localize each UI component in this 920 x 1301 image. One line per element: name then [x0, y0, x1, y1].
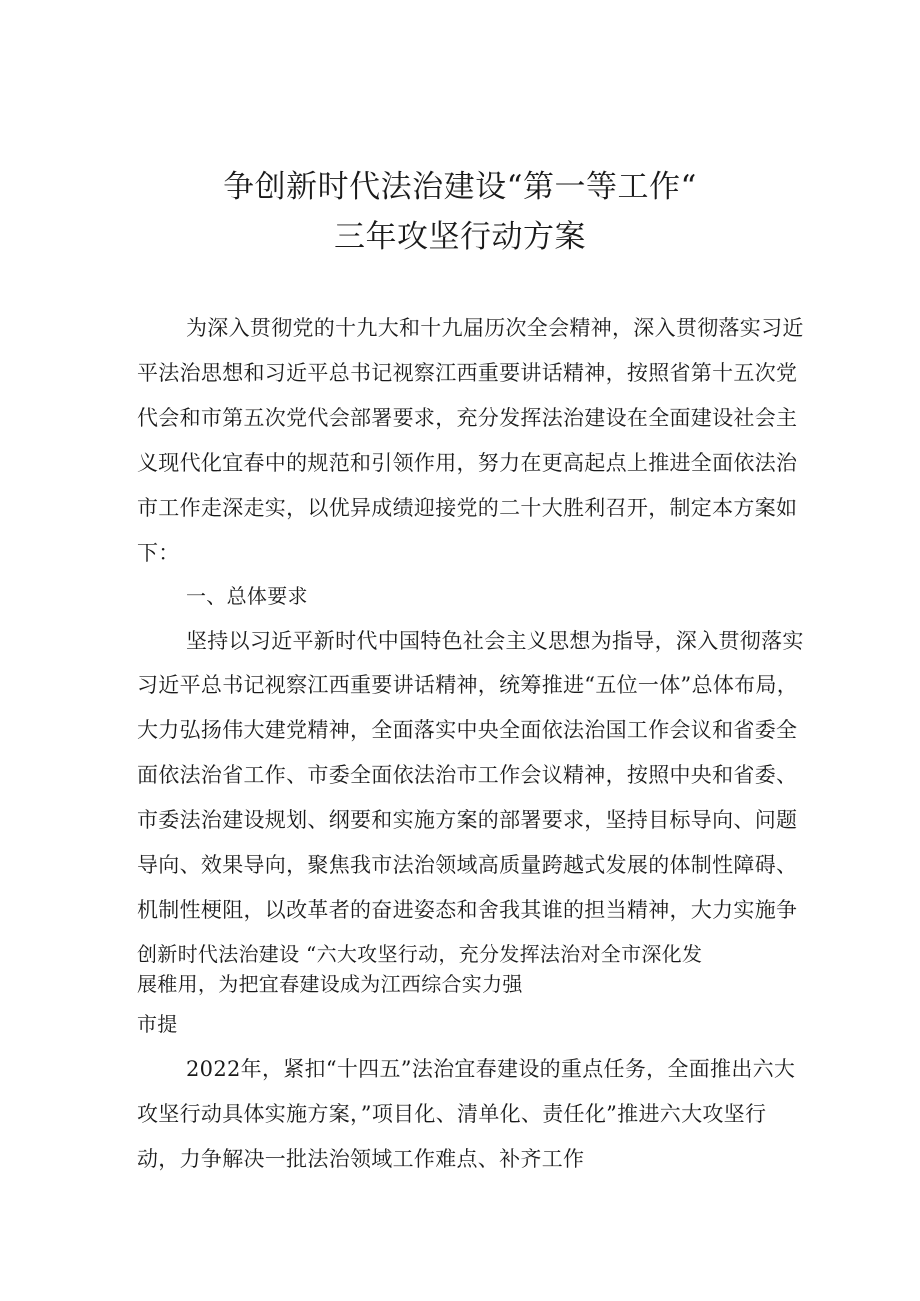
paragraph-2-line: 导向、效果导向，聚焦我市法治领域高质量跨越式发展的体制性障碍、: [137, 853, 798, 877]
paragraph-1-line: 义现代化宜春中的规范和引领作用，努力在更高起点上推进全面依法治: [137, 451, 798, 475]
paragraph-1-line: 市工作走深走实，以优异成绩迎接党的二十大胜利召开，制定本方案如: [137, 496, 798, 520]
paragraph-3-line: 2022年，紧扣“十四五”法治宜春建设的重点任务，全面推出六大: [186, 1057, 796, 1081]
paragraph-2-line: 市提: [137, 1012, 178, 1036]
paragraph-1-line: 为深入贯彻党的十九大和十九届历次全会精神，深入贯彻落实习近: [186, 316, 804, 340]
paragraph-3-line: 攻坚行动具体实施方案，”项目化、清单化、责任化”推进六大攻坚行: [137, 1102, 767, 1126]
paragraph-2-line: 市委法治建设规划、纲要和实施方案的部署要求，坚持目标导向、问题: [137, 808, 798, 832]
paragraph-2-line: 展稚用，为把宜春建设成为江西综合实力强: [137, 972, 523, 996]
paragraph-2-line: 大力弘扬伟大建党精神，全面落实中央全面依法治国工作会议和省委全: [137, 718, 798, 742]
paragraph-2-line: 面依法治省工作、市委全面依法治市工作会议精神，按照中央和省委、: [137, 763, 798, 787]
paragraph-2-line: 坚持以习近平新时代中国特色社会主义思想为指导，深入贯彻落实: [186, 629, 804, 653]
document-title-line-2: 三年攻坚行动方案: [334, 219, 586, 255]
paragraph-3-line: 动，力争解决一批法治领域工作难点、补齐工作: [137, 1147, 585, 1171]
paragraph-2-line: 创新时代法治建设 “六大攻坚行动，充分发挥法治对全市深化发: [137, 942, 703, 966]
paragraph-1-line: 平法治思想和习近平总书记视察江西重要讲话精神，按照省第十五次党: [137, 361, 798, 385]
paragraph-2-line: 机制性梗阻，以改革者的奋进姿态和舍我其谁的担当精神，大力实施争: [137, 898, 798, 922]
section-heading: 一、总体要求: [186, 584, 308, 608]
paragraph-2-line: 习近平总书记视察江西重要讲话精神，统筹推进“五位一体”总体布局，: [137, 673, 799, 697]
paragraph-1-line: 代会和市第五次党代会部署要求，充分发挥法治建设在全面建设社会主: [137, 406, 798, 430]
paragraph-1-line: 下：: [137, 541, 180, 565]
document-title-line-1: 争创新时代法治建设“第一等工作“: [223, 169, 697, 205]
